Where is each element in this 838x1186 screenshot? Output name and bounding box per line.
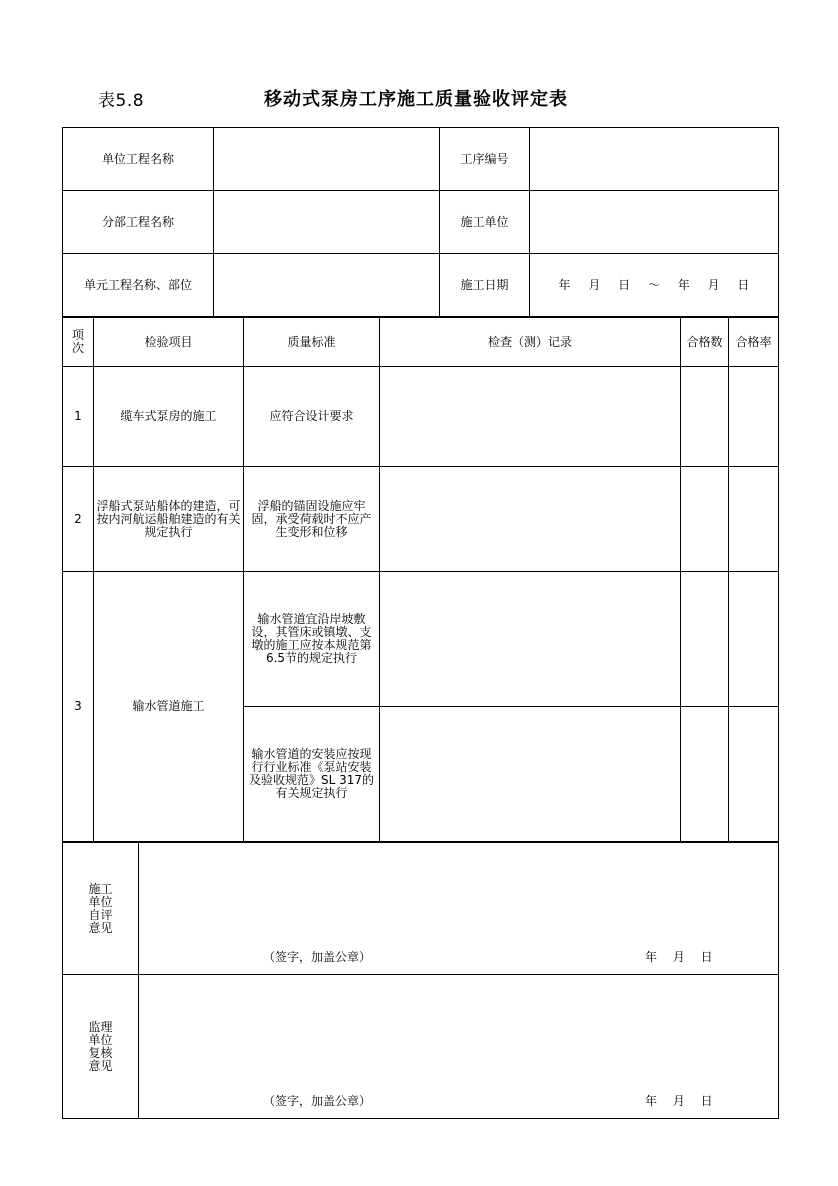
row-rate-field[interactable] [729, 707, 779, 842]
construction-date-field[interactable] [530, 254, 779, 317]
row-standard: 浮船的锚固设施应牢固，承受荷载时不应产生变形和位移 [244, 467, 380, 572]
col-inspection-record: 检查（测）记录 [380, 318, 681, 367]
row-no: 1 [63, 367, 94, 467]
process-no-field[interactable] [530, 128, 779, 191]
project-info-table [62, 127, 779, 317]
row-no: 3 [63, 572, 94, 842]
row-no: 2 [63, 467, 94, 572]
review-date: 年 月 日 [645, 1094, 713, 1108]
table-row [63, 467, 779, 572]
row-rate-field[interactable] [729, 467, 779, 572]
self-eval-note: （签字，加盖公章） [263, 950, 372, 964]
element-project-label: 单元工程名称、部位 [63, 254, 214, 317]
col-quality-standard: 质量标准 [244, 318, 380, 367]
col-item-no-label: 项次 [71, 328, 84, 355]
row-record-field[interactable] [380, 572, 681, 707]
table-row [63, 367, 779, 467]
constructor-field[interactable] [530, 191, 779, 254]
form-title: 移动式泵房工序施工质量验收评定表 [264, 89, 568, 110]
row-rate-field[interactable] [729, 572, 779, 707]
row-count-field[interactable] [681, 707, 729, 842]
row-item: 缆车式泵房的施工 [94, 367, 244, 467]
row-count-field[interactable] [681, 467, 729, 572]
row-record-field[interactable] [380, 467, 681, 572]
row-record-field[interactable] [380, 367, 681, 467]
element-project-field[interactable] [214, 254, 440, 317]
division-project-label: 分部工程名称 [63, 191, 214, 254]
self-eval-label-cell [63, 843, 139, 975]
col-item-no [63, 318, 94, 367]
col-qualified-rate: 合格率 [729, 318, 779, 367]
row-item: 输水管道施工 [94, 572, 244, 842]
construction-date-label: 施工日期 [440, 254, 530, 317]
review-label-cell [63, 975, 139, 1119]
row-standard: 应符合设计要求 [244, 367, 380, 467]
signature-table [62, 842, 779, 1119]
self-eval-date: 年 月 日 [645, 950, 713, 964]
unit-project-field[interactable] [214, 128, 440, 191]
col-qualified-count: 合格数 [681, 318, 729, 367]
row-record-field[interactable] [380, 707, 681, 842]
row-count-field[interactable] [681, 367, 729, 467]
inspection-items-table [62, 317, 779, 842]
row-count-field[interactable] [681, 572, 729, 707]
col-inspection-item: 检验项目 [94, 318, 244, 367]
table-number: 表5.8 [98, 91, 145, 111]
row-rate-field[interactable] [729, 367, 779, 467]
row-standard: 输水管道宜沿岸坡敷设，其管床或镇墩、支墩的施工应按本规范第6.5节的规定执行 [244, 572, 380, 707]
table-row [63, 572, 779, 707]
review-note: （签字，加盖公章） [263, 1094, 372, 1108]
process-no-label: 工序编号 [440, 128, 530, 191]
division-project-field[interactable] [214, 191, 440, 254]
construction-date-value: 年 月 日 ～ 年 月 日 [558, 277, 750, 292]
self-eval-field[interactable] [139, 843, 779, 975]
unit-project-label: 单位工程名称 [63, 128, 214, 191]
review-label: 监理单位复核意见 [88, 1019, 113, 1073]
constructor-label: 施工单位 [440, 191, 530, 254]
self-eval-label: 施工单位自评意见 [88, 881, 113, 935]
row-standard: 输水管道的安装应按现行行业标准《泵站安装及验收规范》SL 317的有关规定执行 [244, 707, 380, 842]
row-item: 浮船式泵站船体的建造，可按内河航运船舶建造的有关规定执行 [94, 467, 244, 572]
review-field[interactable] [139, 975, 779, 1119]
